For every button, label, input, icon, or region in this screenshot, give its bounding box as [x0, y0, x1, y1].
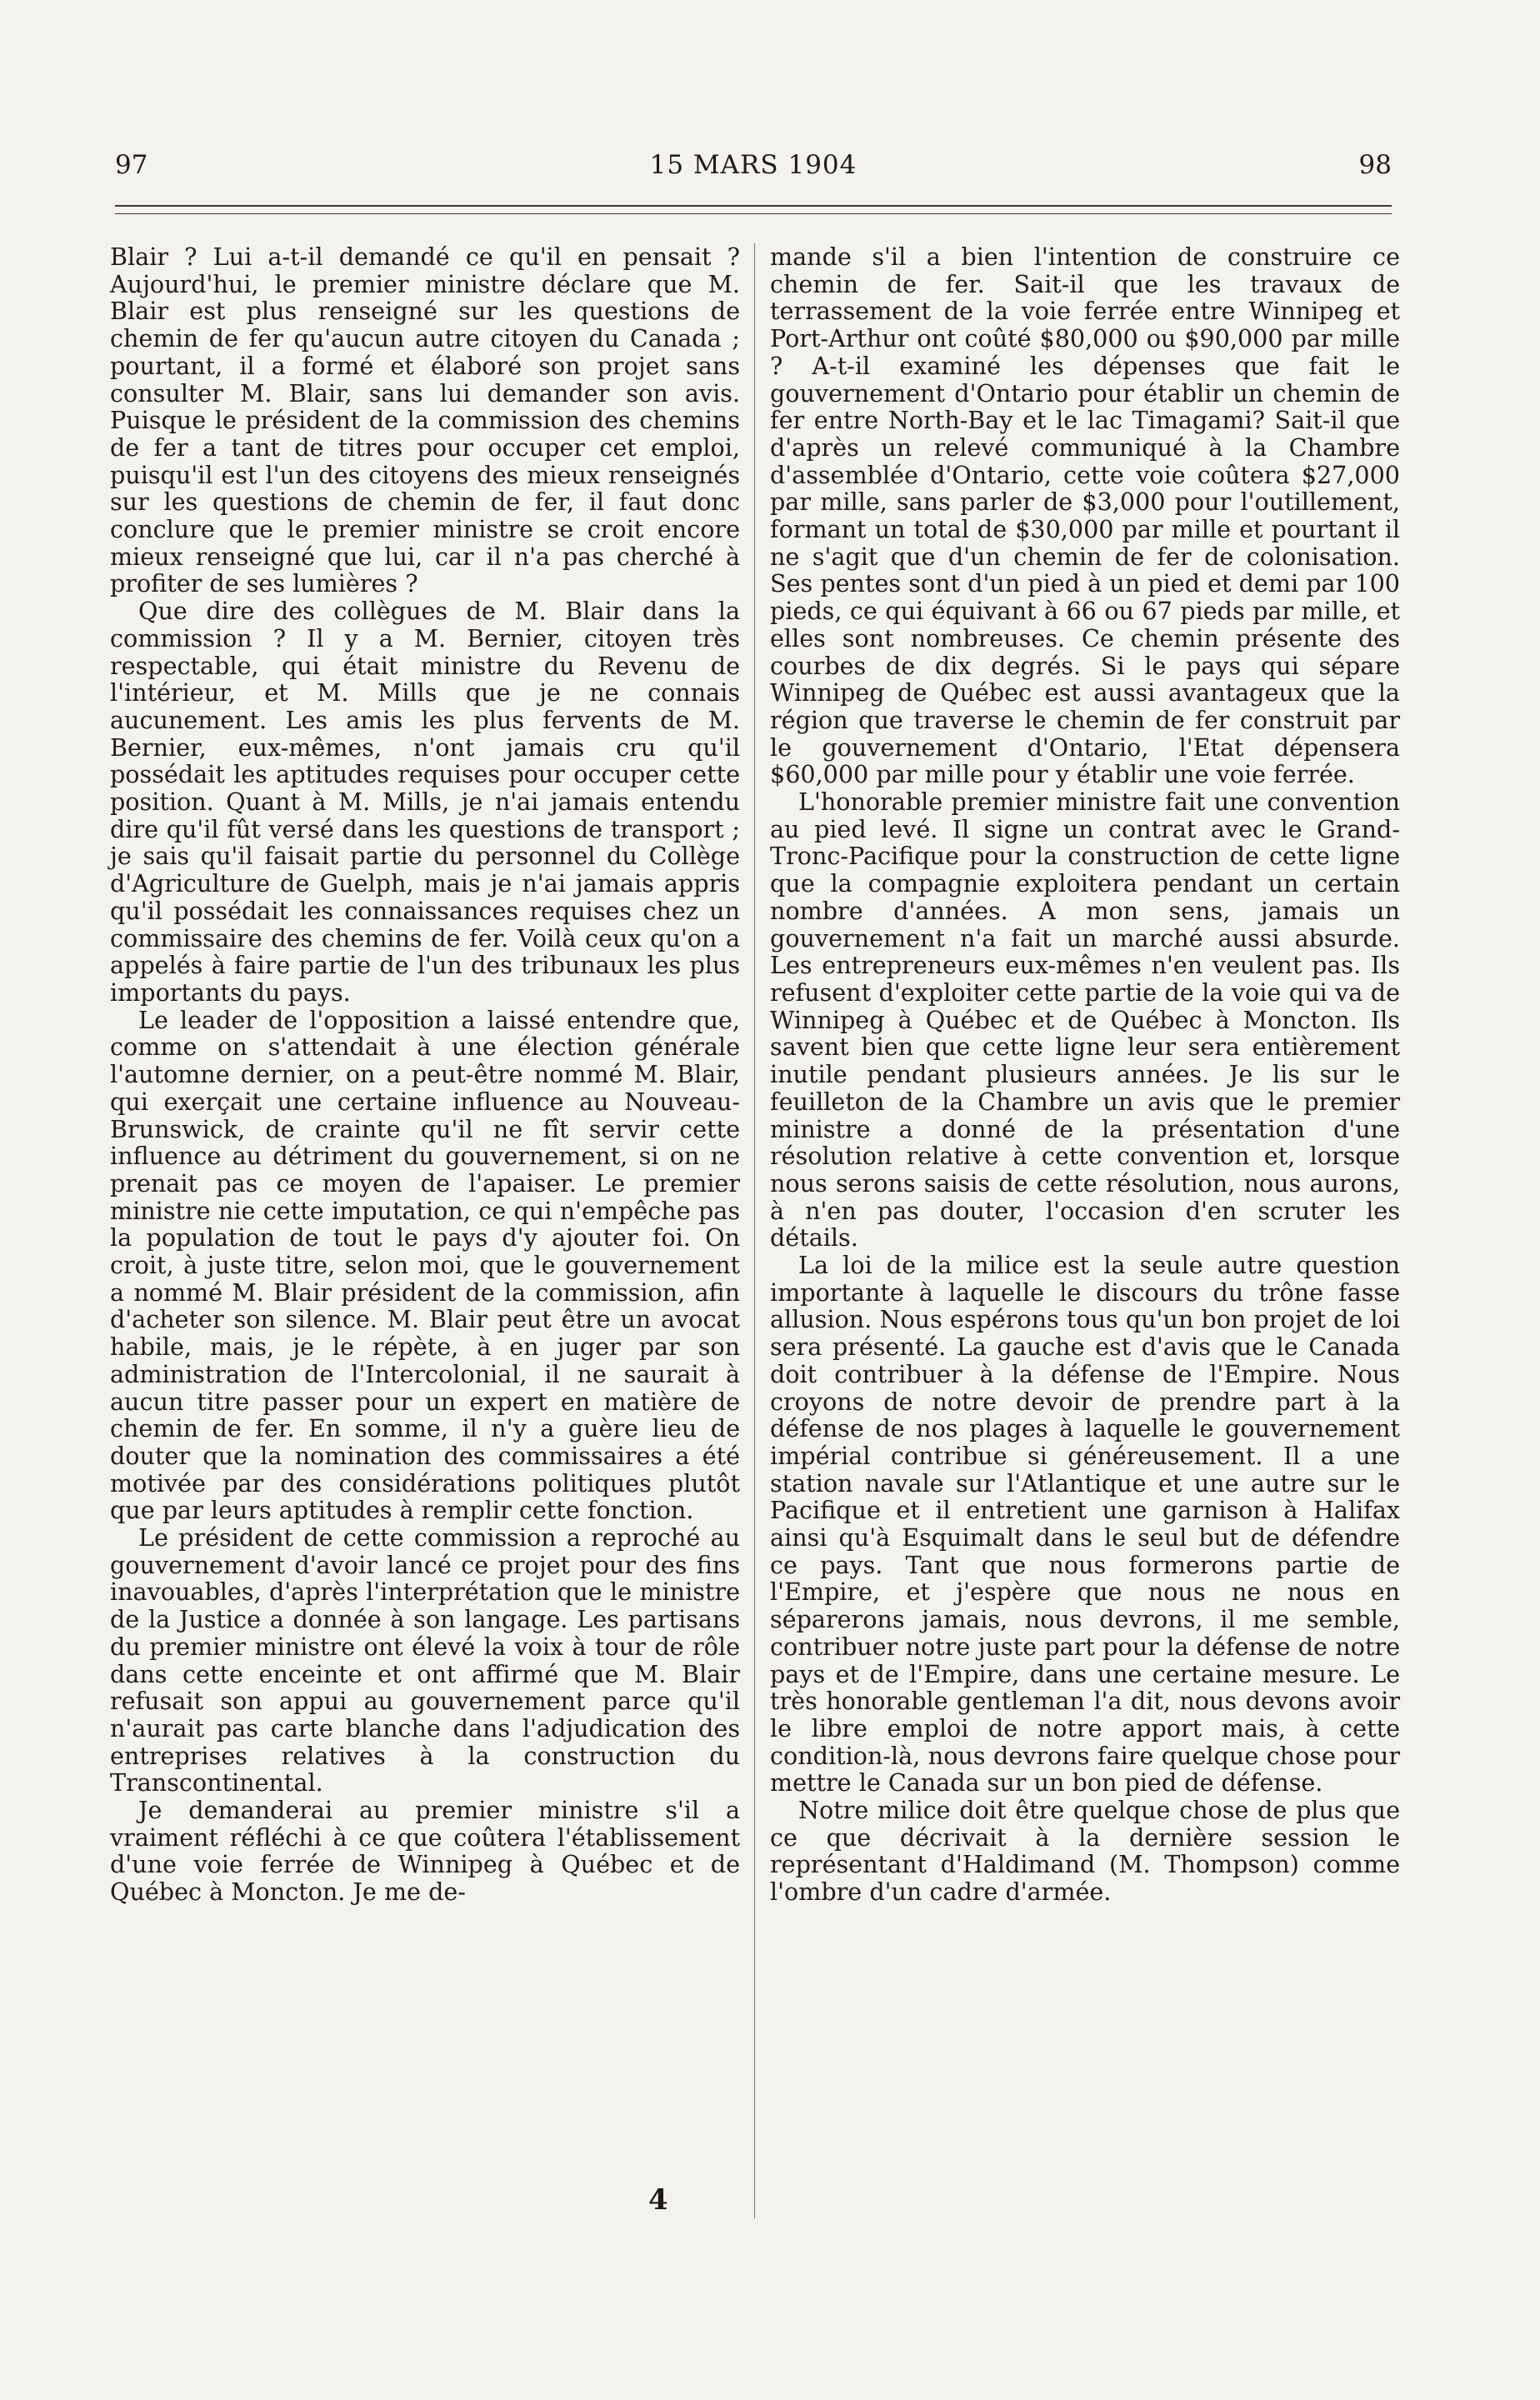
left-paragraph: Le président de cette commission a reproché au gouvernement d'avoir lancé ce projet pour des fins inavouables, d'après l'interprétation que le ministre de la Justice a donnée à son langage. Les partisans du premier ministre ont élevé la voix à tour de rôle dans cette enceinte et ont affirmé que M. Blair refusait son appui au gouvernement parce qu'il n'aurait pas carte blanche dans l'adjudication des entreprises relatives à la construction du Transcontinental. — [110, 1523, 740, 1798]
header-date: 15 MARS 1904 — [649, 150, 858, 180]
right-paragraph: L'honorable premier ministre fait une convention au pied levé. Il signe un contrat avec le Grand-Tronc-Pacifique pour la construction de cette ligne que la compagnie exploitera pendant un certain nombre d'années. A mon sens, jamais un gouvernement n'a fait un marché aussi absurde. Les entrepreneurs eux-mêmes n'en veulent pas. Ils refusent d'exploiter cette partie de la voie qui va de Winnipeg à Québec et de Québec à Moncton. Ils savent bien que cette ligne leur sera entièrement inutile pendant plusieurs années. Je lis sur le feuilleton de la Chambre un avis que le premier ministre a donné de la présentation d'une résolution relative à cette convention et, lorsque nous serons saisis de cette résolution, nous aurons, à n'en pas douter, l'occasion d'en scruter les détails. — [770, 788, 1400, 1252]
right-paragraph: Notre milice doit être quelque chose de plus que ce que décrivait à la dernière session le représentant d'Haldimand (M. Thompson) comme l'ombre d'un cadre d'armée. — [770, 1796, 1400, 1907]
left-paragraph: Le leader de l'opposition a laissé entendre que, comme on s'attendait à une élection générale l'automne dernier, on a peut-être nommé M. Blair, qui exerçait une certaine influence au Nouveau-Brunswick, de crainte qu'il ne fît servir cette influence au détriment du gouvernement, si on ne prenait pas ce moyen de l'apaiser. Le premier ministre nie cette imputation, ce qui n'empêche pas la population de tout le pays d'y ajouter foi. On croit, à juste titre, selon moi, que le gouvernement a nommé M. Blair président de la commission, afin d'acheter son silence. M. Blair peut être un avocat habile, mais, je le répète, à en juger par son administration de l'Intercolonial, il ne saurait à aucun titre passer pour un expert en matière de chemin de fer. En somme, il n'y a guère lieu de douter que la nomination des commissaires a été motivée par des considérations politiques plutôt que par leurs aptitudes à remplir cette fonction. — [110, 1005, 740, 1525]
left-column — [110, 243, 740, 1906]
left-paragraph: Que dire des collègues de M. Blair dans la commission ? Il y a M. Bernier, citoyen très respectable, qui était ministre du Revenu de l'intérieur, et M. Mills que je ne connais aucunement. Les amis les plus fervents de M. Bernier, eux-mêmes, n'ont jamais cru qu'il possédait les aptitudes requises pour occuper cette position. Quant à M. Mills, je n'ai jamais entendu dire qu'il fût versé dans les questions de transport ; je sais qu'il faisait partie du personnel du Collège d'Agriculture de Guelph, mais je n'ai jamais appris qu'il possédait les connaissances requises chez un commissaire des chemins de fer. Voilà ceux qu'on a appelés à faire partie de l'un des tribunaux les plus importants du pays. — [110, 597, 740, 1007]
signature-mark: 4 — [648, 2183, 668, 2217]
right-column — [770, 243, 1400, 1906]
header-rule-thin — [115, 213, 1392, 214]
left-page-number: 97 — [115, 150, 148, 180]
right-page-number: 98 — [1358, 150, 1392, 180]
header-rule-thick — [115, 205, 1392, 207]
left-paragraph: Blair ? Lui a-t-il demandé ce qu'il en pensait ? Aujourd'hui, le premier ministre déclare que M. Blair est plus renseigné sur les questions de chemin de fer qu'aucun autre citoyen du Canada ; pourtant, il a formé et élaboré son projet sans consulter M. Blair, sans lui demander son avis. Puisque le président de la commission des chemins de fer a tant de titres pour occuper cet emploi, puisqu'il est l'un des citoyens des mieux renseignés sur les questions de chemin de fer, il faut donc conclure que le premier ministre se croit encore mieux renseigné que lui, car il n'a pas cherché à profiter de ses lumières ? — [110, 242, 740, 598]
left-paragraph: Je demanderai au premier ministre s'il a vraiment réfléchi à ce que coûtera l'établissement d'une voie ferrée de Winnipeg à Québec et de Québec à Moncton. Je me de- — [110, 1796, 740, 1907]
page-header — [115, 150, 1392, 188]
column-divider — [754, 243, 755, 2218]
right-paragraph: La loi de la milice est la seule autre question importante à laquelle le discours du trône fasse allusion. Nous espérons tous qu'un bon projet de loi sera présenté. La gauche est d'avis que le Canada doit contribuer à la défense de l'Empire. Nous croyons de notre devoir de prendre part à la défense de nos plages à laquelle le gouvernement impérial contribue si généreusement. Il a une station navale sur l'Atlantique et une autre sur le Pacifique et il entretient une garnison à Halifax ainsi qu'à Esquimalt dans le seul but de défendre ce pays. Tant que nous formerons partie de l'Empire, et j'espère que nous ne nous en séparerons jamais, nous devrons, il me semble, contribuer notre juste part pour la défense de notre pays et de l'Empire, dans une certaine mesure. Le très honorable gentleman l'a dit, nous devons avoir le libre emploi de notre apport mais, à cette condition-là, nous devrons faire quelque chose pour mettre le Canada sur un bon pied de défense. — [770, 1251, 1400, 1798]
right-paragraph: mande s'il a bien l'intention de construire ce chemin de fer. Sait-il que les travaux de terrassement de la voie ferrée entre Winnipeg et Port-Arthur ont coûté $80,000 ou $90,000 par mille ? A-t-il examiné les dépenses que fait le gouvernement d'Ontario pour établir un chemin de fer entre North-Bay et le lac Timagami? Sait-il que d'après un relevé communiqué à la Chambre d'assemblée d'Ontario, cette voie coûtera $27,000 par mille, sans parler de $3,000 pour l'outillement, formant un total de $30,000 par mille et pourtant il ne s'agit que d'un chemin de fer de colonisation. Ses pentes sont d'un pied à un pied et demi par 100 pieds, ce qui équivant à 66 ou 67 pieds par mille, et elles sont nombreuses. Ce chemin présente des courbes de dix degrés. Si le pays qui sépare Winnipeg de Québec est aussi avantageux que la région que traverse le chemin de fer construit par le gouvernement d'Ontario, l'Etat dépensera $60,000 par mille pour y établir une voie ferrée. — [770, 242, 1400, 789]
